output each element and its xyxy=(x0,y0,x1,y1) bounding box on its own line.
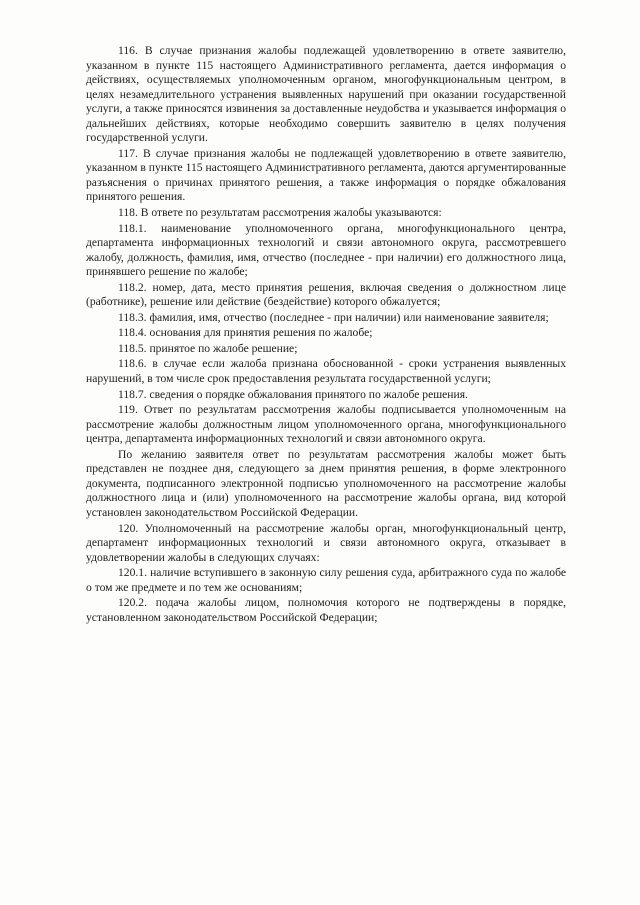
paragraph-118-1: 118.1. наименование уполномоченного органа, многофункционального центра, департамента информационных технологий и связи автономного округа, рассмотревшего жалобу, должность, фамилия, имя, отчество (последнее - при наличии) его должностного лица, принявшего решение по жалобе; xyxy=(86,221,566,279)
paragraph-118-7: 118.7. сведения о порядке обжалования принятого по жалобе решения. xyxy=(118,387,468,401)
paragraph-118-2: 118.2. номер, дата, место принятия решения, включая сведения о должностном лице (работнике), решение или действие (бездействие) которого обжалуется; xyxy=(86,280,566,309)
paragraph-118-4: 118.4. основания для принятия решения по жалобе; xyxy=(118,326,373,340)
paragraph-120-2: 120.2. подача жалобы лицом, полномочия которого не подтверждены в порядке, установленном законодательством Российской Федерации; xyxy=(86,596,566,624)
paragraph-118-3: 118.3. фамилия, имя, отчество (последнее - при наличии) или наименование заявителя; xyxy=(118,310,549,324)
paragraph-119-electronic-form: По желанию заявителя ответ по результатам рассмотрения жалобы может быть представлен не позднее дня, следующего за днем принятия решения, в форме электронного документа, подписанного электронной подписью уполномоченного на рассмотрение жалобы должностного лица и (или) уполномоченного на рассмотрение жалобы органа, вид которой установлен законодательством Российской Федерации. xyxy=(86,447,566,519)
paragraph-119: 119. Ответ по результатам рассмотрения жалобы подписывается уполномоченным на рассмотрение жалобы должностным лицом уполномоченного органа, многофункционального центра, департамента информационных технологий и связи автономного округа. xyxy=(86,403,566,446)
paragraph-118-5: 118.5. принятое по жалобе решение; xyxy=(118,341,298,355)
document-body xyxy=(86,44,566,625)
paragraph-118: 118. В ответе по результатам рассмотрения жалобы указываются: xyxy=(118,206,442,220)
paragraph-120-1: 120.1. наличие вступившего в законную силу решения суда, арбитражного суда по жалобе о том же предмете и по тем же основаниям; xyxy=(86,566,566,594)
paragraph-118-6: 118.6. в случае если жалоба признана обоснованной - сроки устранения выявленных нарушений, в том числе срок предоставления результата государственной услуги; xyxy=(86,357,566,386)
paragraph-120: 120. Уполномоченный на рассмотрение жалобы орган, многофункциональный центр, департамент информационных технологий и связи автономного округа, отказывает в удовлетворении жалобы в следующих случаях: xyxy=(86,521,566,564)
paragraph-117: 117. В случае признания жалобы не подлежащей удовлетворению в ответе заявителю, указанном в пункте 115 настоящего Административного регламента, даются аргументированные разъяснения о причинах принятого решения, а также информация о порядке обжалования принятого решения. xyxy=(86,146,566,204)
paragraph-116: 116. В случае признания жалобы подлежащей удовлетворению в ответе заявителю, указанном в пункте 115 настоящего Административного регламента, дается информация о действиях, осуществляемых уполномоченным органом, многофункциональным центром, в целях незамедлительного устранения выявленных нарушений при оказании государственной услуги, а также приносятся извинения за доставленные неудобства и указывается информация о дальнейших действиях, которые необходимо совершить заявителю в целях получения государственной услуги. xyxy=(86,44,566,145)
